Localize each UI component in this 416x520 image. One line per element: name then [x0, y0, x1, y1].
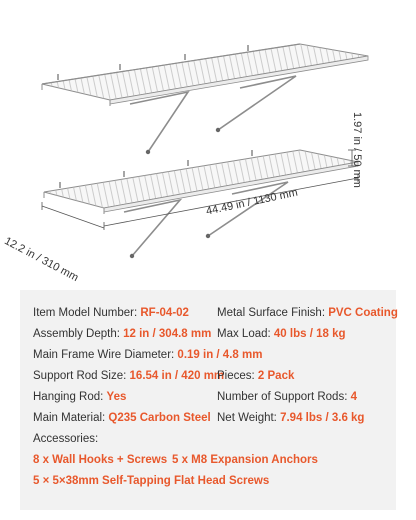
- spec-item-model: Item Model Number: RF-04-02: [33, 307, 189, 319]
- spec-support-rods: Number of Support Rods: 4: [217, 391, 357, 403]
- spec-assembly-depth: Assembly Depth: 12 in / 304.8 mm: [33, 328, 212, 340]
- height-dimension: 1.97 in / 50 mm: [351, 112, 363, 188]
- accessory-hooks: 8 x Wall Hooks + Screws: [33, 454, 168, 466]
- accessory-screws: 5 × 5×38mm Self-Tapping Flat Head Screws: [33, 475, 270, 487]
- upper-shelf: [42, 44, 368, 154]
- spec-finish: Metal Surface Finish: PVC Coating: [217, 307, 398, 319]
- depth-dimension: 12.2 in / 310 mm: [2, 235, 81, 285]
- spec-hanging-rod: Hanging Rod: Yes: [33, 391, 127, 403]
- lower-shelf: [44, 150, 358, 258]
- width-dimension: 44.49 in / 1130 mm: [205, 186, 299, 218]
- spec-max-load: Max Load: 40 lbs / 18 kg: [217, 328, 346, 340]
- spec-pieces: Pieces: 2 Pack: [217, 370, 295, 382]
- spec-net-weight: Net Weight: 7.94 lbs / 3.6 kg: [217, 412, 365, 424]
- spec-rod-size: Support Rod Size: 16.54 in / 420 mm: [33, 370, 225, 382]
- spec-material: Main Material: Q235 Carbon Steel: [33, 412, 211, 424]
- spec-wire-diameter: Main Frame Wire Diameter: 0.19 in / 4.8 mm: [33, 349, 263, 361]
- spec-panel: [20, 290, 396, 510]
- accessories-label: Accessories:: [33, 433, 99, 445]
- accessory-anchors: 5 x M8 Expansion Anchors: [172, 454, 318, 466]
